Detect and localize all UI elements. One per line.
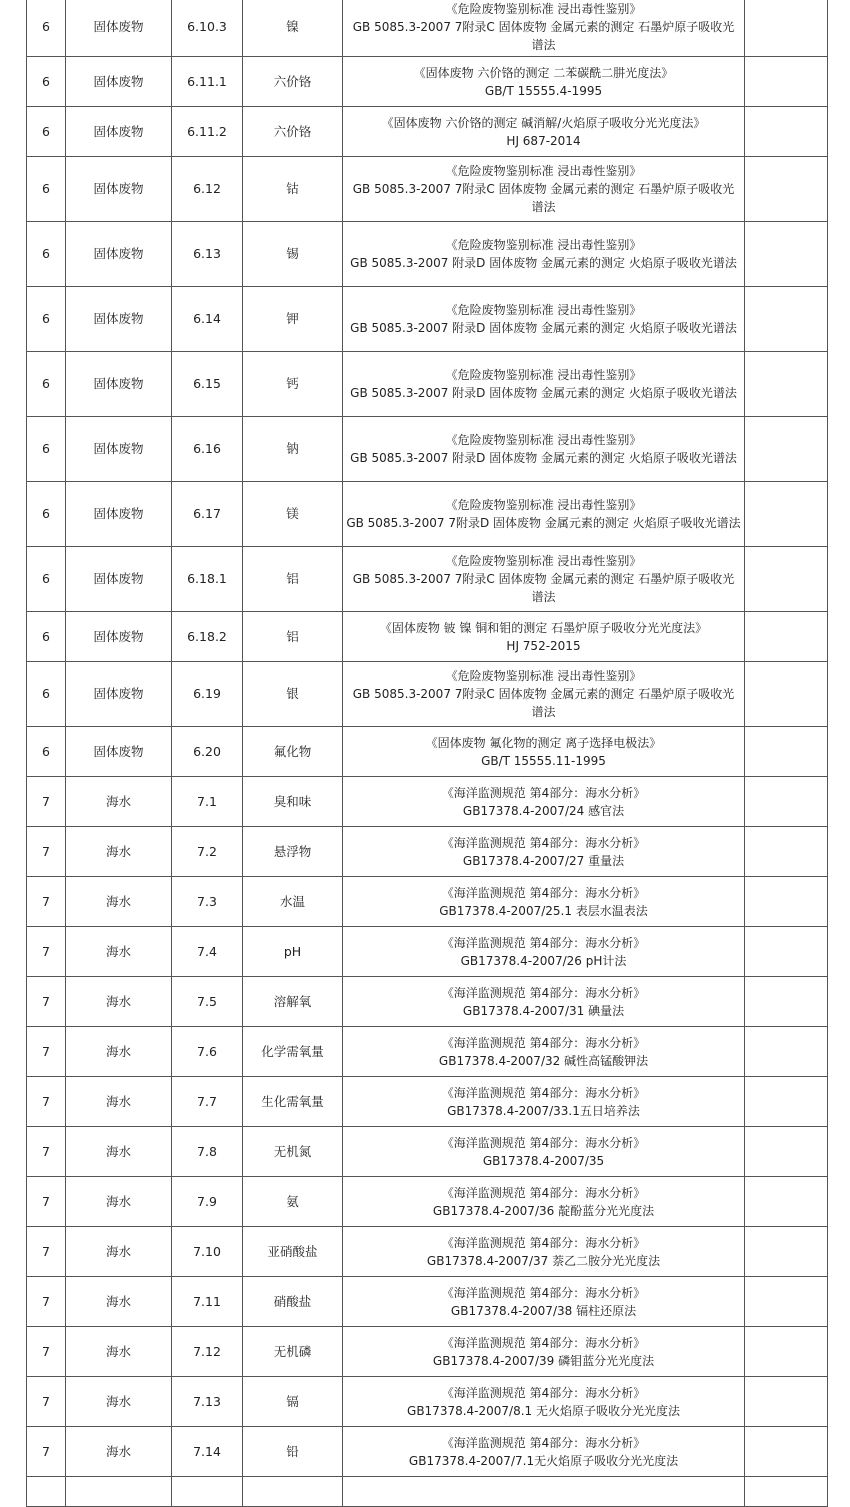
- remarks-cell: [745, 1327, 828, 1377]
- remarks-cell: [745, 877, 828, 927]
- test-item-cell: 钴: [243, 157, 343, 222]
- category-cell: 固体废物: [66, 157, 172, 222]
- method-line: 《危险废物鉴别标准 浸出毒性鉴别》: [445, 2, 642, 16]
- test-item-cell: 钾: [243, 287, 343, 352]
- row-number-cell: 6: [27, 417, 66, 482]
- method-standard-cell: [343, 662, 745, 727]
- table-row: [27, 482, 828, 547]
- category-cell: 海水: [66, 1227, 172, 1277]
- table-row: [27, 417, 828, 482]
- table-row: [27, 1177, 828, 1227]
- item-code-cell: 6.18.2: [172, 612, 243, 662]
- method-standard-cell: [343, 1477, 745, 1507]
- remarks-cell: [745, 612, 828, 662]
- method-standard-cell: [343, 877, 745, 927]
- method-standard-cell: [343, 57, 745, 107]
- item-code-cell: 6.11.2: [172, 107, 243, 157]
- test-item-cell: 生化需氧量: [243, 1077, 343, 1127]
- table-row: [27, 547, 828, 612]
- row-number-cell: 6: [27, 352, 66, 417]
- remarks-cell: [745, 827, 828, 877]
- method-standard-cell: [343, 287, 745, 352]
- method-line: 谱法: [531, 590, 556, 604]
- method-line: 《危险废物鉴别标准 浸出毒性鉴别》: [445, 303, 642, 317]
- method-line: 《固体废物 六价铬的测定 二苯碳酰二肼光度法》: [413, 65, 674, 80]
- method-line: 《海洋监测规范 第4部分：海水分析》: [441, 1335, 646, 1350]
- method-standard-cell: [343, 927, 745, 977]
- test-item-cell: 铅: [243, 1427, 343, 1477]
- category-cell: 海水: [66, 1327, 172, 1377]
- table-row: [27, 352, 828, 417]
- method-standard-cell: [343, 1177, 745, 1227]
- method-line: 《海洋监测规范 第4部分：海水分析》: [441, 1235, 646, 1250]
- table-row: [27, 727, 828, 777]
- item-code-cell: [172, 1477, 243, 1507]
- row-number-cell: 7: [27, 927, 66, 977]
- method-line: GB17378.4-2007/39 磷钼蓝分光光度法: [432, 1353, 655, 1368]
- method-line: 《海洋监测规范 第4部分：海水分析》: [441, 1035, 646, 1050]
- method-standard-cell: [343, 1227, 745, 1277]
- item-code-cell: 7.1: [172, 777, 243, 827]
- method-standard-cell: [343, 547, 745, 612]
- remarks-cell: [745, 482, 828, 547]
- table-row: [27, 222, 828, 287]
- method-line: 《海洋监测规范 第4部分：海水分析》: [441, 785, 646, 800]
- test-item-cell: pH: [243, 927, 343, 977]
- method-standard-cell: [343, 977, 745, 1027]
- category-cell: 海水: [66, 1127, 172, 1177]
- test-item-cell: 铝: [243, 612, 343, 662]
- row-number-cell: 7: [27, 1377, 66, 1427]
- item-code-cell: 6.11.1: [172, 57, 243, 107]
- method-line: GB17378.4-2007/26 pH计法: [460, 953, 627, 968]
- category-cell: 固体废物: [66, 482, 172, 547]
- remarks-cell: [745, 662, 828, 727]
- test-item-cell: 铝: [243, 547, 343, 612]
- method-standard-cell: [343, 1327, 745, 1377]
- table-row: [27, 1327, 828, 1377]
- row-number-cell: 7: [27, 827, 66, 877]
- item-code-cell: 6.18.1: [172, 547, 243, 612]
- remarks-cell: [745, 927, 828, 977]
- remarks-cell: [745, 352, 828, 417]
- row-number-cell: 7: [27, 1027, 66, 1077]
- test-item-cell: 硝酸盐: [243, 1277, 343, 1327]
- remarks-cell: [745, 1477, 828, 1507]
- category-cell: 海水: [66, 977, 172, 1027]
- method-line: 《危险废物鉴别标准 浸出毒性鉴别》: [445, 368, 642, 382]
- test-item-cell: 臭和味: [243, 777, 343, 827]
- category-cell: 固体废物: [66, 417, 172, 482]
- row-number-cell: 6: [27, 482, 66, 547]
- standards-table: [26, 0, 828, 1507]
- remarks-cell: [745, 222, 828, 287]
- method-line: GB 5085.3-2007 附录D 固体废物 金属元素的测定 火焰原子吸收光谱法: [350, 451, 737, 465]
- row-number-cell: 7: [27, 1077, 66, 1127]
- method-line: GB17378.4-2007/25.1 表层水温表法: [439, 903, 648, 918]
- item-code-cell: 6.14: [172, 287, 243, 352]
- method-standard-cell: [343, 727, 745, 777]
- table-row: [27, 107, 828, 157]
- category-cell: 固体废物: [66, 222, 172, 287]
- category-cell: 固体废物: [66, 107, 172, 157]
- method-line: 《固体废物 铍 镍 铜和钼的测定 石墨炉原子吸收分光光度法》: [379, 620, 708, 635]
- method-line: GB 5085.3-2007 7附录C 固体废物 金属元素的测定 石墨炉原子吸收光: [352, 20, 735, 34]
- method-line: GB17378.4-2007/27 重量法: [462, 853, 625, 868]
- remarks-cell: [745, 1377, 828, 1427]
- method-line: GB/T 15555.4-1995: [484, 83, 603, 98]
- row-number-cell: 7: [27, 1127, 66, 1177]
- test-item-cell: 无机磷: [243, 1327, 343, 1377]
- method-standard-cell: [343, 107, 745, 157]
- method-line: GB/T 15555.11-1995: [481, 753, 606, 768]
- method-line: GB 5085.3-2007 附录D 固体废物 金属元素的测定 火焰原子吸收光谱法: [350, 256, 737, 270]
- category-cell: 固体废物: [66, 287, 172, 352]
- method-line: 《固体废物 氟化物的测定 离子选择电极法》: [425, 735, 662, 750]
- category-cell: 海水: [66, 1177, 172, 1227]
- method-line: GB 5085.3-2007 7附录D 固体废物 金属元素的测定 火焰原子吸收光谱法: [346, 516, 741, 530]
- method-standard-cell: [343, 1377, 745, 1427]
- test-item-cell: 镉: [243, 1377, 343, 1427]
- method-line: GB 5085.3-2007 7附录C 固体废物 金属元素的测定 石墨炉原子吸收光: [352, 687, 735, 701]
- method-standard-cell: [343, 1127, 745, 1177]
- remarks-cell: [745, 1177, 828, 1227]
- test-item-cell: 六价铬: [243, 107, 343, 157]
- item-code-cell: 6.17: [172, 482, 243, 547]
- method-line: GB17378.4-2007/8.1 无火焰原子吸收分光光度法: [407, 1403, 680, 1418]
- method-line: 《海洋监测规范 第4部分：海水分析》: [441, 1285, 646, 1300]
- item-code-cell: 7.4: [172, 927, 243, 977]
- item-code-cell: 6.13: [172, 222, 243, 287]
- method-standard-cell: [343, 827, 745, 877]
- method-standard-cell: [343, 0, 745, 57]
- remarks-cell: [745, 157, 828, 222]
- method-line: GB 5085.3-2007 7附录C 固体废物 金属元素的测定 石墨炉原子吸收光: [352, 182, 735, 196]
- method-line: GB17378.4-2007/36 靛酚蓝分光光度法: [432, 1203, 655, 1218]
- method-line: 《海洋监测规范 第4部分：海水分析》: [441, 935, 646, 950]
- test-item-cell: [243, 1477, 343, 1507]
- method-line: 谱法: [531, 38, 556, 52]
- method-line: 《危险废物鉴别标准 浸出毒性鉴别》: [445, 669, 642, 683]
- method-line: GB17378.4-2007/37 萘乙二胺分光光度法: [426, 1253, 661, 1268]
- table-row: [27, 0, 828, 57]
- test-item-cell: 化学需氧量: [243, 1027, 343, 1077]
- item-code-cell: 7.3: [172, 877, 243, 927]
- method-line: 《危险废物鉴别标准 浸出毒性鉴别》: [445, 238, 642, 252]
- method-line: 《海洋监测规范 第4部分：海水分析》: [441, 1135, 646, 1150]
- test-item-cell: 氟化物: [243, 727, 343, 777]
- category-cell: 固体废物: [66, 727, 172, 777]
- method-line: GB17378.4-2007/24 感官法: [462, 803, 625, 818]
- item-code-cell: 7.10: [172, 1227, 243, 1277]
- remarks-cell: [745, 0, 828, 57]
- remarks-cell: [745, 417, 828, 482]
- row-number-cell: 7: [27, 977, 66, 1027]
- item-code-cell: 6.20: [172, 727, 243, 777]
- method-line: GB17378.4-2007/35: [482, 1153, 605, 1168]
- item-code-cell: 7.7: [172, 1077, 243, 1127]
- method-line: 《海洋监测规范 第4部分：海水分析》: [441, 985, 646, 1000]
- category-cell: 固体废物: [66, 0, 172, 57]
- row-number-cell: 6: [27, 612, 66, 662]
- row-number-cell: 6: [27, 727, 66, 777]
- method-line: 《危险废物鉴别标准 浸出毒性鉴别》: [445, 498, 642, 512]
- table-row: [27, 157, 828, 222]
- method-standard-cell: [343, 157, 745, 222]
- item-code-cell: 6.16: [172, 417, 243, 482]
- method-line: GB 5085.3-2007 7附录C 固体废物 金属元素的测定 石墨炉原子吸收光: [352, 572, 735, 586]
- method-line: GB17378.4-2007/7.1无火焰原子吸收分光光度法: [408, 1453, 679, 1468]
- method-standard-cell: [343, 417, 745, 482]
- row-number-cell: 6: [27, 662, 66, 727]
- item-code-cell: 6.19: [172, 662, 243, 727]
- method-line: 《危险废物鉴别标准 浸出毒性鉴别》: [445, 164, 642, 178]
- method-line: HJ 687-2014: [506, 133, 581, 148]
- table-row: [27, 1377, 828, 1427]
- category-cell: 固体废物: [66, 352, 172, 417]
- category-cell: 海水: [66, 927, 172, 977]
- table-row: [27, 877, 828, 927]
- remarks-cell: [745, 977, 828, 1027]
- test-item-cell: 银: [243, 662, 343, 727]
- remarks-cell: [745, 1277, 828, 1327]
- row-number-cell: 7: [27, 1327, 66, 1377]
- table-row: [27, 1027, 828, 1077]
- method-line: 《海洋监测规范 第4部分：海水分析》: [441, 1385, 646, 1400]
- category-cell: 固体废物: [66, 662, 172, 727]
- method-standard-cell: [343, 1077, 745, 1127]
- test-item-cell: 悬浮物: [243, 827, 343, 877]
- table-row: [27, 612, 828, 662]
- remarks-cell: [745, 287, 828, 352]
- category-cell: 固体废物: [66, 57, 172, 107]
- item-code-cell: 6.10.3: [172, 0, 243, 57]
- table-row: [27, 662, 828, 727]
- remarks-cell: [745, 1127, 828, 1177]
- test-item-cell: 钙: [243, 352, 343, 417]
- row-number-cell: 6: [27, 157, 66, 222]
- test-item-cell: 锡: [243, 222, 343, 287]
- remarks-cell: [745, 57, 828, 107]
- category-cell: 海水: [66, 777, 172, 827]
- category-cell: [66, 1477, 172, 1507]
- category-cell: 海水: [66, 1277, 172, 1327]
- item-code-cell: 7.12: [172, 1327, 243, 1377]
- row-number-cell: 7: [27, 1177, 66, 1227]
- table-row: [27, 977, 828, 1027]
- method-line: GB17378.4-2007/33.1五日培养法: [447, 1103, 640, 1118]
- method-line: 谱法: [531, 705, 556, 719]
- row-number-cell: 6: [27, 547, 66, 612]
- test-item-cell: 无机氮: [243, 1127, 343, 1177]
- method-line: GB17378.4-2007/38 镉柱还原法: [450, 1303, 637, 1318]
- method-line: GB17378.4-2007/31 碘量法: [462, 1003, 625, 1018]
- test-item-cell: 钠: [243, 417, 343, 482]
- remarks-cell: [745, 1077, 828, 1127]
- test-item-cell: 水温: [243, 877, 343, 927]
- remarks-cell: [745, 727, 828, 777]
- method-standard-cell: [343, 352, 745, 417]
- test-item-cell: 溶解氧: [243, 977, 343, 1027]
- category-cell: 海水: [66, 1377, 172, 1427]
- method-line: 《海洋监测规范 第4部分：海水分析》: [441, 885, 646, 900]
- method-line: GB 5085.3-2007 附录D 固体废物 金属元素的测定 火焰原子吸收光谱法: [350, 321, 737, 335]
- remarks-cell: [745, 547, 828, 612]
- method-standard-cell: [343, 777, 745, 827]
- row-number-cell: 6: [27, 57, 66, 107]
- test-item-cell: 六价铬: [243, 57, 343, 107]
- row-number-cell: 6: [27, 107, 66, 157]
- row-number-cell: 7: [27, 877, 66, 927]
- method-standard-cell: [343, 482, 745, 547]
- test-item-cell: 氨: [243, 1177, 343, 1227]
- table-row: [27, 827, 828, 877]
- method-line: 《海洋监测规范 第4部分：海水分析》: [441, 1435, 646, 1450]
- row-number-cell: 7: [27, 1227, 66, 1277]
- item-code-cell: 7.2: [172, 827, 243, 877]
- test-item-cell: 镁: [243, 482, 343, 547]
- test-item-cell: 镍: [243, 0, 343, 57]
- table-row: [27, 1227, 828, 1277]
- row-number-cell: 7: [27, 777, 66, 827]
- method-line: 《海洋监测规范 第4部分：海水分析》: [441, 835, 646, 850]
- category-cell: 海水: [66, 1027, 172, 1077]
- row-number-cell: 6: [27, 222, 66, 287]
- remarks-cell: [745, 107, 828, 157]
- table-body: [27, 0, 828, 1507]
- method-line: 《危险废物鉴别标准 浸出毒性鉴别》: [445, 433, 642, 447]
- remarks-cell: [745, 1027, 828, 1077]
- item-code-cell: 7.13: [172, 1377, 243, 1427]
- method-line: 《固体废物 六价铬的测定 碱消解/火焰原子吸收分光光度法》: [381, 115, 706, 130]
- method-line: GB 5085.3-2007 附录D 固体废物 金属元素的测定 火焰原子吸收光谱法: [350, 386, 737, 400]
- category-cell: 海水: [66, 1077, 172, 1127]
- category-cell: 固体废物: [66, 612, 172, 662]
- item-code-cell: 7.6: [172, 1027, 243, 1077]
- item-code-cell: 7.5: [172, 977, 243, 1027]
- table-row: [27, 287, 828, 352]
- method-standard-cell: [343, 222, 745, 287]
- method-line: 谱法: [531, 200, 556, 214]
- item-code-cell: 7.11: [172, 1277, 243, 1327]
- remarks-cell: [745, 1227, 828, 1277]
- table-row: [27, 1477, 828, 1507]
- item-code-cell: 7.8: [172, 1127, 243, 1177]
- method-standard-cell: [343, 612, 745, 662]
- method-line: GB17378.4-2007/32 碱性高锰酸钾法: [438, 1053, 649, 1068]
- row-number-cell: 6: [27, 0, 66, 57]
- category-cell: 固体废物: [66, 547, 172, 612]
- item-code-cell: 7.9: [172, 1177, 243, 1227]
- item-code-cell: 6.12: [172, 157, 243, 222]
- row-number-cell: [27, 1477, 66, 1507]
- item-code-cell: 7.14: [172, 1427, 243, 1477]
- category-cell: 海水: [66, 1427, 172, 1477]
- method-standard-cell: [343, 1427, 745, 1477]
- category-cell: 海水: [66, 877, 172, 927]
- table-row: [27, 1427, 828, 1477]
- table-row: [27, 1077, 828, 1127]
- row-number-cell: 6: [27, 287, 66, 352]
- method-line: HJ 752-2015: [506, 638, 581, 653]
- table-row: [27, 927, 828, 977]
- method-line: 《海洋监测规范 第4部分：海水分析》: [441, 1185, 646, 1200]
- item-code-cell: 6.15: [172, 352, 243, 417]
- method-line: 《危险废物鉴别标准 浸出毒性鉴别》: [445, 554, 642, 568]
- table-row: [27, 1277, 828, 1327]
- method-standard-cell: [343, 1027, 745, 1077]
- table-row: [27, 57, 828, 107]
- method-standard-cell: [343, 1277, 745, 1327]
- method-line: 《海洋监测规范 第4部分：海水分析》: [441, 1085, 646, 1100]
- category-cell: 海水: [66, 827, 172, 877]
- row-number-cell: 7: [27, 1427, 66, 1477]
- remarks-cell: [745, 777, 828, 827]
- row-number-cell: 7: [27, 1277, 66, 1327]
- remarks-cell: [745, 1427, 828, 1477]
- table-row: [27, 777, 828, 827]
- test-item-cell: 亚硝酸盐: [243, 1227, 343, 1277]
- table-row: [27, 1127, 828, 1177]
